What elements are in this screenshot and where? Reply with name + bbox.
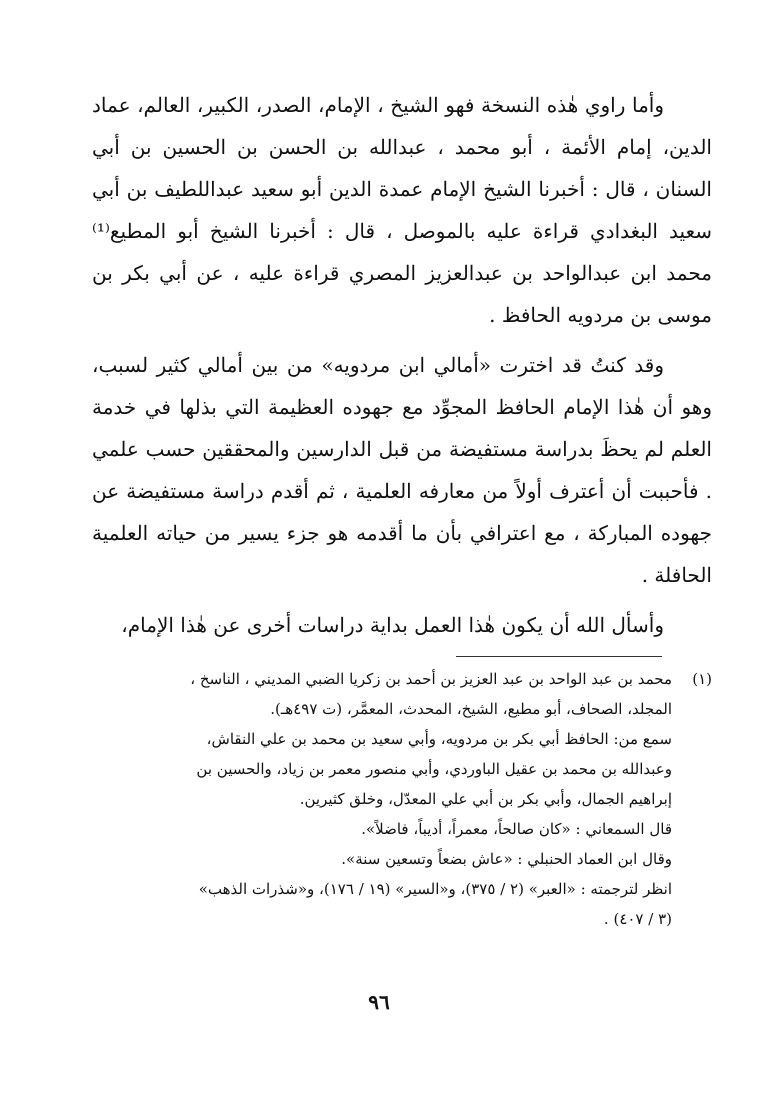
footnote-body xyxy=(92,664,672,934)
page-number: ٩٦ xyxy=(368,990,390,1014)
paragraph-closing-prayer: وأسأل الله أن يكون هٰذا العمل بداية دراسات أخرى عن هٰذا الإمام، xyxy=(121,613,664,637)
main-text xyxy=(92,84,712,646)
footnote-line: وعبدالله بن محمد بن عقيل الباوردي، وأبي منصور معمر بن زياد، والحسين بن xyxy=(196,760,672,778)
paragraph-selection-reason: وقد كنتُ قد اخترت «أمالي ابن مردويه» من بين أمالي كثير لسبب، وهو أن هٰذا الإمام الحافظ المجوِّد مع جهوده العظيمة التي بذلها في خدمة العلم لم يحظَ بدراسة مستفيضة من قبل الدارسين والمحققين حسب علمي . فأحببت أن أعترف أولاً من معارفه العلمية ، ثم أقدم دراسة مستفيضة عن جهوده المباركة ، مع اعترافي بأن ما أقدمه هو جزء يسير من حياته العلمية الحافلة . xyxy=(92,353,712,587)
footnote-entry xyxy=(92,664,712,934)
footnote-separator xyxy=(456,656,662,657)
footnote-line: إبراهيم الجمال، وأبي بكر بن أبي علي المعدّل، وخلق كثيرين. xyxy=(299,790,672,808)
footnote-line: سمع من: الحافظ أبي بكر بن مردويه، وأبي سعيد بن محمد بن علي النقاش، xyxy=(206,730,672,748)
footnote-marker: (١) xyxy=(692,670,712,688)
footnote-line: المجلد، الصحاف، أبو مطيع، الشيخ، المحدث، المعمَّر، (ت ٤٩٧هـ). xyxy=(270,700,672,718)
footnote-line: محمد بن عبد الواحد بن عبد العزيز بن أحمد بن زكريا الضبي المديني ، الناسخ ، xyxy=(190,670,672,688)
footnote-line: قال السمعاني : «كان صالحاً، معمراً، أديباً، فاضلاً». xyxy=(361,820,672,838)
footnote-line: وقال ابن العماد الحنبلي : «عاش بضعاً وتسعين سنة». xyxy=(341,850,672,868)
paragraph-narrator: وأما راوي هٰذه النسخة فهو الشيخ ، الإمام، الصدر، الكبير، العالم، عماد الدين، إمام الأئمة ، أبو محمد ، عبدالله بن الحسن بن الحسين بن أبي السنان ، قال : أخبرنا الشيخ الإمام عمدة الدين أبو سعيد عبداللطيف بن أبي سعيد البغدادي قراءة عليه بالموصل ، قال : أخبرنا الشيخ أبو المطيع⁽¹⁾ محمد ابن عبدالواحد بن عبدالعزيز المصري قراءة عليه ، عن أبي بكر بن موسى بن مردويه الحافظ . xyxy=(92,93,712,327)
footnote xyxy=(92,664,712,934)
footnote-line: (٣ / ٤٠٧) . xyxy=(603,910,672,928)
footnote-line: انظر لترجمته : «العبر» (٢ / ٣٧٥)، و«السير» (١٩ / ١٧٦)، و«شذرات الذهب» xyxy=(198,880,672,898)
